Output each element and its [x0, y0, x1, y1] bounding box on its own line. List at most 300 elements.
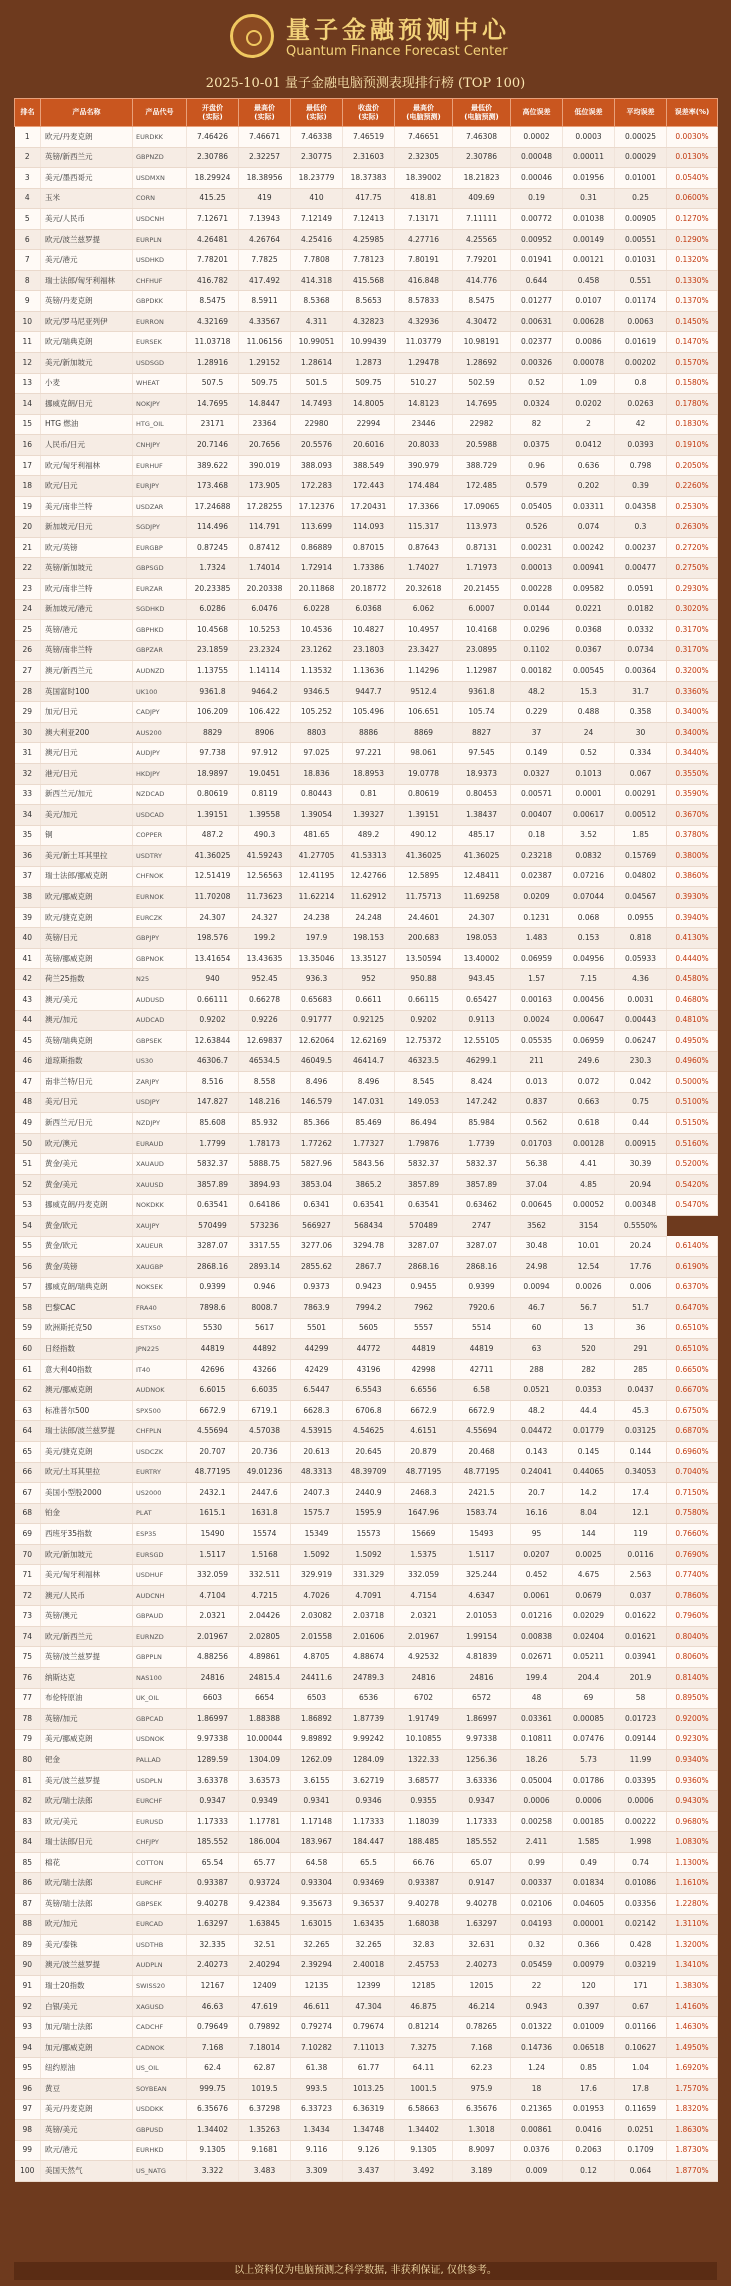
- table-cell: 0.87643: [395, 537, 453, 558]
- table-cell: 490.3: [239, 825, 291, 846]
- table-cell: 0.00182: [511, 661, 563, 682]
- table-cell: 10.99439: [343, 332, 395, 353]
- table-cell: 85.932: [239, 1113, 291, 1134]
- table-cell: 0.02029: [563, 1606, 615, 1627]
- table-cell: 0.064: [615, 2161, 667, 2182]
- table-cell: 20.23385: [187, 579, 239, 600]
- table-cell: 英镑/新加坡元: [41, 558, 133, 579]
- table-cell: 9.1305: [395, 2140, 453, 2161]
- table-cell: 61.38: [291, 2058, 343, 2079]
- table-cell: 美元/匈牙利福林: [41, 1565, 133, 1586]
- table-cell: 12: [15, 353, 41, 374]
- table-cell: 6.062: [395, 599, 453, 620]
- table-cell: NOKDKK: [133, 1195, 187, 1216]
- table-cell: 0.80453: [453, 784, 511, 805]
- table-cell: 0.0209: [511, 887, 563, 908]
- table-cell: 1.91749: [395, 1709, 453, 1730]
- table-cell: 41.36025: [187, 846, 239, 867]
- table-cell: 铂金: [41, 1503, 133, 1524]
- table-cell: 71: [15, 1565, 41, 1586]
- table-cell: 0.488: [563, 702, 615, 723]
- table-cell: 230.3: [615, 1051, 667, 1072]
- table-cell: 14.7493: [291, 394, 343, 415]
- table-cell: 15: [15, 414, 41, 435]
- table-row: [15, 2120, 718, 2141]
- table-cell: 2.40273: [187, 1955, 239, 1976]
- table-cell: 45: [15, 1031, 41, 1052]
- table-cell: 5605: [343, 1318, 395, 1339]
- table-cell: 欧元/瑞士法郎: [41, 1873, 133, 1894]
- table-cell: 0.00149: [563, 229, 615, 250]
- table-cell: 14.8447: [239, 394, 291, 415]
- table-cell: 6672.9: [453, 1400, 511, 1421]
- table-cell: 5514: [453, 1318, 511, 1339]
- table-cell: 0.551: [615, 270, 667, 291]
- table-cell: 95: [15, 2058, 41, 2079]
- table-cell: GBPZAR: [133, 640, 187, 661]
- table-cell: 502.59: [453, 373, 511, 394]
- table-cell: 20.18772: [343, 579, 395, 600]
- table-cell: 114.496: [187, 517, 239, 538]
- table-cell: 20.24: [615, 1236, 667, 1257]
- table-cell: 62.4: [187, 2058, 239, 2079]
- table-row: [15, 1442, 718, 1463]
- table-cell: 18: [511, 2078, 563, 2099]
- table-cell: 7.46519: [343, 127, 395, 148]
- table-cell: 18: [15, 476, 41, 497]
- table-cell: WHEAT: [133, 373, 187, 394]
- table-cell: HKDJPY: [133, 763, 187, 784]
- table-cell: 澳元/波兰兹罗提: [41, 1955, 133, 1976]
- table-row: [15, 1400, 718, 1421]
- table-cell: 4.32169: [187, 311, 239, 332]
- table-cell: 58: [615, 1688, 667, 1709]
- table-cell: 0.0375: [511, 435, 563, 456]
- table-cell: USDJPY: [133, 1092, 187, 1113]
- table-cell: 7.46338: [291, 127, 343, 148]
- table-cell: 0.31: [563, 188, 615, 209]
- table-cell: 0.00025: [615, 127, 667, 148]
- table-cell: 0.153: [563, 928, 615, 949]
- table-cell: 1.17333: [187, 1811, 239, 1832]
- table-cell: 欧元/澳元: [41, 1133, 133, 1154]
- table-cell: 3.62719: [343, 1770, 395, 1791]
- table-cell: 3562: [511, 1215, 563, 1236]
- table-cell: 44819: [453, 1339, 511, 1360]
- table-cell: 0.01166: [615, 2017, 667, 2038]
- table-cell: 0.10627: [615, 2037, 667, 2058]
- table-cell: 0.02671: [511, 1647, 563, 1668]
- table-cell: 64: [15, 1421, 41, 1442]
- table-row: [15, 1277, 718, 1298]
- table-cell: EURAUD: [133, 1133, 187, 1154]
- table-cell: 15573: [343, 1524, 395, 1545]
- table-cell: 0.0955: [615, 907, 667, 928]
- table-cell: 30.39: [615, 1154, 667, 1175]
- table-cell: 0.9373: [291, 1277, 343, 1298]
- table-cell: 0.03125: [615, 1421, 667, 1442]
- table-cell: USDCZK: [133, 1442, 187, 1463]
- table-cell: USDTHB: [133, 1935, 187, 1956]
- table-row: [15, 1195, 718, 1216]
- table-cell: 47.619: [239, 1996, 291, 2017]
- table-cell: 12.48411: [453, 866, 511, 887]
- table-cell: 0.00477: [615, 558, 667, 579]
- table-cell: 147.031: [343, 1092, 395, 1113]
- table-cell: 6.6035: [239, 1380, 291, 1401]
- table-cell: 23.1262: [291, 640, 343, 661]
- table-cell: 0.07476: [563, 1729, 615, 1750]
- table-cell: 17.09065: [453, 496, 511, 517]
- table-cell: 纽约原油: [41, 2058, 133, 2079]
- table-cell: 42429: [291, 1359, 343, 1380]
- table-cell: 0.0063: [615, 311, 667, 332]
- table-cell: 1.24: [511, 2058, 563, 2079]
- table-row: [15, 1524, 718, 1545]
- table-cell: CORN: [133, 188, 187, 209]
- table-cell: 65.77: [239, 1852, 291, 1873]
- table-cell: 0.04472: [511, 1421, 563, 1442]
- table-row: [15, 476, 718, 497]
- table-cell: 1.29152: [239, 353, 291, 374]
- table-cell: 9512.4: [395, 681, 453, 702]
- table-cell: 0.0144: [511, 599, 563, 620]
- table-cell: 6.0286: [187, 599, 239, 620]
- table-cell: EURCZK: [133, 907, 187, 928]
- table-cell: 566927: [291, 1215, 343, 1236]
- table-cell: 美元/人民币: [41, 209, 133, 230]
- table-row: [15, 1010, 718, 1031]
- table-cell: 39: [15, 907, 41, 928]
- table-row: [15, 763, 718, 784]
- table-cell: 90: [15, 1955, 41, 1976]
- table-cell: EURZAR: [133, 579, 187, 600]
- table-cell: 0.00121: [563, 250, 615, 271]
- table-cell: 24.98: [511, 1257, 563, 1278]
- table-cell: 加元/日元: [41, 702, 133, 723]
- table-cell: 6.0228: [291, 599, 343, 620]
- table-row: [15, 1565, 718, 1586]
- table-cell: 46306.7: [187, 1051, 239, 1072]
- table-cell: 16: [15, 435, 41, 456]
- table-cell: 332.059: [395, 1565, 453, 1586]
- table-cell: 0.458: [563, 270, 615, 291]
- table-cell: 0.78265: [453, 2017, 511, 2038]
- table-cell: 0.85: [563, 2058, 615, 2079]
- table-cell: 0.6470%: [667, 1298, 718, 1319]
- table-cell: 欧元/瑞士法郎: [41, 1791, 133, 1812]
- table-cell: 80: [15, 1750, 41, 1771]
- table-cell: 41.36025: [453, 846, 511, 867]
- table-cell: NZDJPY: [133, 1113, 187, 1134]
- table-cell: 0.96: [511, 455, 563, 476]
- table-cell: 0.9226: [239, 1010, 291, 1031]
- table-cell: 1.7799: [187, 1133, 239, 1154]
- table-cell: 0.00443: [615, 1010, 667, 1031]
- table-cell: 10.10855: [395, 1729, 453, 1750]
- table-cell: 42711: [453, 1359, 511, 1380]
- table-cell: 12.54: [563, 1257, 615, 1278]
- table-row: [15, 1688, 718, 1709]
- table-cell: NAS100: [133, 1668, 187, 1689]
- table-cell: 19.0451: [239, 763, 291, 784]
- table-cell: 0.9147: [453, 1873, 511, 1894]
- table-cell: 113.973: [453, 517, 511, 538]
- table-cell: 20.645: [343, 1442, 395, 1463]
- table-cell: 204.4: [563, 1668, 615, 1689]
- table-cell: 0.7960%: [667, 1606, 718, 1627]
- table-row: [15, 661, 718, 682]
- table-cell: 0.63462: [453, 1195, 511, 1216]
- table-cell: EURNZD: [133, 1626, 187, 1647]
- table-cell: 1631.8: [239, 1503, 291, 1524]
- table-cell: 玉米: [41, 188, 133, 209]
- table-cell: 46: [15, 1051, 41, 1072]
- table-row: [15, 1421, 718, 1442]
- table-cell: AUS200: [133, 722, 187, 743]
- table-cell: 0.3800%: [667, 846, 718, 867]
- table-row: [15, 1668, 718, 1689]
- table-cell: 0.01779: [563, 1421, 615, 1442]
- table-cell: 0.5150%: [667, 1113, 718, 1134]
- table-cell: 0.0324: [511, 394, 563, 415]
- table-cell: 0.636: [563, 455, 615, 476]
- table-cell: 0.00163: [511, 989, 563, 1010]
- table-cell: 英镑/南非兰特: [41, 640, 133, 661]
- table-cell: 0.00645: [511, 1195, 563, 1216]
- table-row: [15, 1626, 718, 1647]
- table-row: [15, 1914, 718, 1935]
- quantum-logo-icon: [230, 14, 274, 58]
- table-cell: 114.791: [239, 517, 291, 538]
- table-cell: 106.651: [395, 702, 453, 723]
- table-cell: 0.93387: [187, 1873, 239, 1894]
- table-cell: 43196: [343, 1359, 395, 1380]
- table-cell: 0.0006: [511, 1791, 563, 1812]
- table-cell: 黄金/美元: [41, 1154, 133, 1175]
- table-cell: 2.0321: [395, 1606, 453, 1627]
- table-cell: 0.05535: [511, 1031, 563, 1052]
- table-cell: 0.3550%: [667, 763, 718, 784]
- table-cell: 0.04956: [563, 948, 615, 969]
- table-cell: 0.0832: [563, 846, 615, 867]
- table-row: [15, 332, 718, 353]
- table-cell: 24816: [453, 1668, 511, 1689]
- table-cell: 6.6015: [187, 1380, 239, 1401]
- table-cell: 7.3275: [395, 2037, 453, 2058]
- table-cell: 0.01174: [615, 291, 667, 312]
- table-cell: 0.006: [615, 1277, 667, 1298]
- table-cell: 0.00628: [563, 311, 615, 332]
- table-cell: 173.468: [187, 476, 239, 497]
- table-cell: 0.01619: [615, 332, 667, 353]
- table-cell: 1.74027: [395, 558, 453, 579]
- table-cell: 0.00647: [563, 1010, 615, 1031]
- table-cell: 0.66111: [187, 989, 239, 1010]
- table-cell: 欧元/瑞典克朗: [41, 332, 133, 353]
- table-cell: 1.17781: [239, 1811, 291, 1832]
- table-cell: 22980: [291, 414, 343, 435]
- table-cell: 82: [511, 414, 563, 435]
- table-cell: 加元/挪威克朗: [41, 2037, 133, 2058]
- table-cell: 0.6611: [343, 989, 395, 1010]
- table-row: [15, 825, 718, 846]
- table-cell: 0.0202: [563, 394, 615, 415]
- table-cell: 0.00046: [511, 168, 563, 189]
- table-cell: 0.00348: [615, 1195, 667, 1216]
- table-cell: 24: [15, 599, 41, 620]
- table-cell: 93: [15, 2017, 41, 2038]
- table-cell: 325.244: [453, 1565, 511, 1586]
- table-cell: 46323.5: [395, 1051, 453, 1072]
- table-cell: 黄金/欧元: [41, 1236, 133, 1257]
- table-cell: 0.3940%: [667, 907, 718, 928]
- table-cell: 17.24688: [187, 496, 239, 517]
- table-cell: 44: [15, 1010, 41, 1031]
- table-cell: 4.88256: [187, 1647, 239, 1668]
- table-cell: 1.77327: [343, 1133, 395, 1154]
- table-cell: 10: [15, 311, 41, 332]
- table-cell: 0.8060%: [667, 1647, 718, 1668]
- table-row: [15, 1174, 718, 1195]
- table-row: [15, 1606, 718, 1627]
- table-cell: 0.3780%: [667, 825, 718, 846]
- table-cell: 2868.16: [187, 1257, 239, 1278]
- table-cell: 11.99: [615, 1750, 667, 1771]
- table-cell: 0.87015: [343, 537, 395, 558]
- table-cell: 0.1709: [615, 2140, 667, 2161]
- table-cell: 0.7580%: [667, 1503, 718, 1524]
- table-cell: 60: [511, 1318, 563, 1339]
- column-header: 最高价 (实际): [239, 99, 291, 127]
- table-cell: 32.51: [239, 1935, 291, 1956]
- table-cell: 63: [511, 1339, 563, 1360]
- table-cell: 0.0437: [615, 1380, 667, 1401]
- column-header: 产品名称: [41, 99, 133, 127]
- table-cell: 1.04: [615, 2058, 667, 2079]
- table-cell: 23: [15, 579, 41, 600]
- table-row: [15, 1298, 718, 1319]
- table-cell: 91: [15, 1976, 41, 1997]
- table-cell: CNHJPY: [133, 435, 187, 456]
- table-cell: 573236: [239, 1215, 291, 1236]
- column-header: 产品代号: [133, 99, 187, 127]
- table-cell: 1.68038: [395, 1914, 453, 1935]
- table-cell: 4.7154: [395, 1585, 453, 1606]
- table-cell: 106.209: [187, 702, 239, 723]
- table-cell: 48.2: [511, 681, 563, 702]
- table-cell: 3.189: [453, 2161, 511, 2182]
- table-row: [15, 805, 718, 826]
- table-cell: 3294.78: [343, 1236, 395, 1257]
- table-cell: 2.01967: [187, 1626, 239, 1647]
- table-cell: 22: [511, 1976, 563, 1997]
- table-cell: 1322.33: [395, 1750, 453, 1771]
- table-cell: 2893.14: [239, 1257, 291, 1278]
- table-cell: 390.019: [239, 455, 291, 476]
- table-cell: 0.3930%: [667, 887, 718, 908]
- table-cell: 6572: [453, 1688, 511, 1709]
- table-cell: 0.397: [563, 1996, 615, 2017]
- table-cell: 欧元/新西兰元: [41, 1626, 133, 1647]
- table-cell: 7.168: [187, 2037, 239, 2058]
- table-cell: 7.11013: [343, 2037, 395, 2058]
- table-cell: 2.01053: [453, 1606, 511, 1627]
- table-cell: 3.63573: [239, 1770, 291, 1791]
- table-cell: 1.5168: [239, 1544, 291, 1565]
- table-cell: 97.738: [187, 743, 239, 764]
- table-cell: ESTX50: [133, 1318, 187, 1339]
- table-row: [15, 2017, 718, 2038]
- table-cell: 105.252: [291, 702, 343, 723]
- column-header: 排名: [15, 99, 41, 127]
- table-cell: 英镑/加元: [41, 1709, 133, 1730]
- table-cell: EURRON: [133, 311, 187, 332]
- table-cell: 199.2: [239, 928, 291, 949]
- table-cell: 52: [15, 1174, 41, 1195]
- table-cell: 5843.56: [343, 1154, 395, 1175]
- table-cell: 1.3018: [453, 2120, 511, 2141]
- table-cell: 23.2324: [239, 640, 291, 661]
- table-cell: 87: [15, 1894, 41, 1915]
- table-cell: 0.9202: [187, 1010, 239, 1031]
- table-cell: USDHUF: [133, 1565, 187, 1586]
- table-cell: 0.00545: [563, 661, 615, 682]
- table-cell: 0.01941: [511, 250, 563, 271]
- table-row: [15, 948, 718, 969]
- table-cell: 18.38956: [239, 168, 291, 189]
- table-cell: 欧元/南非兰特: [41, 579, 133, 600]
- table-cell: 瑞士法郎/匈牙利福林: [41, 270, 133, 291]
- table-cell: 12135: [291, 1976, 343, 1997]
- table-cell: 0.00551: [615, 229, 667, 250]
- table-cell: 1: [15, 127, 41, 148]
- table-cell: 1.87739: [343, 1709, 395, 1730]
- table-cell: 41.36025: [395, 846, 453, 867]
- table-cell: 0.05459: [511, 1955, 563, 1976]
- table-row: [15, 1791, 718, 1812]
- table-cell: 1.57: [511, 969, 563, 990]
- table-cell: 0.05004: [511, 1770, 563, 1791]
- table-cell: 20.468: [453, 1442, 511, 1463]
- table-cell: 6.5447: [291, 1380, 343, 1401]
- table-cell: 0.9341: [291, 1791, 343, 1812]
- table-cell: 18.8953: [343, 763, 395, 784]
- table-cell: 1.17148: [291, 1811, 343, 1832]
- table-cell: 2440.9: [343, 1483, 395, 1504]
- table-cell: 18.23779: [291, 168, 343, 189]
- table-cell: 85.984: [453, 1113, 511, 1134]
- table-cell: 5501: [291, 1318, 343, 1339]
- table-cell: 8.9097: [453, 2140, 511, 2161]
- table-cell: 40: [15, 928, 41, 949]
- table-row: [15, 1318, 718, 1339]
- table-cell: 5557: [395, 1318, 453, 1339]
- table-cell: 0.63541: [187, 1195, 239, 1216]
- table-cell: 11.62912: [343, 887, 395, 908]
- table-cell: AUDCNH: [133, 1585, 187, 1606]
- table-cell: 14.2: [563, 1483, 615, 1504]
- table-cell: 6503: [291, 1688, 343, 1709]
- table-cell: 3: [15, 168, 41, 189]
- table-cell: XAUEUR: [133, 1236, 187, 1257]
- table-cell: 欧元/匈牙利福林: [41, 455, 133, 476]
- table-cell: 46.63: [187, 1996, 239, 2017]
- table-cell: 501.5: [291, 373, 343, 394]
- table-cell: 13: [563, 1318, 615, 1339]
- table-cell: 20.7146: [187, 435, 239, 456]
- table-row: [15, 1873, 718, 1894]
